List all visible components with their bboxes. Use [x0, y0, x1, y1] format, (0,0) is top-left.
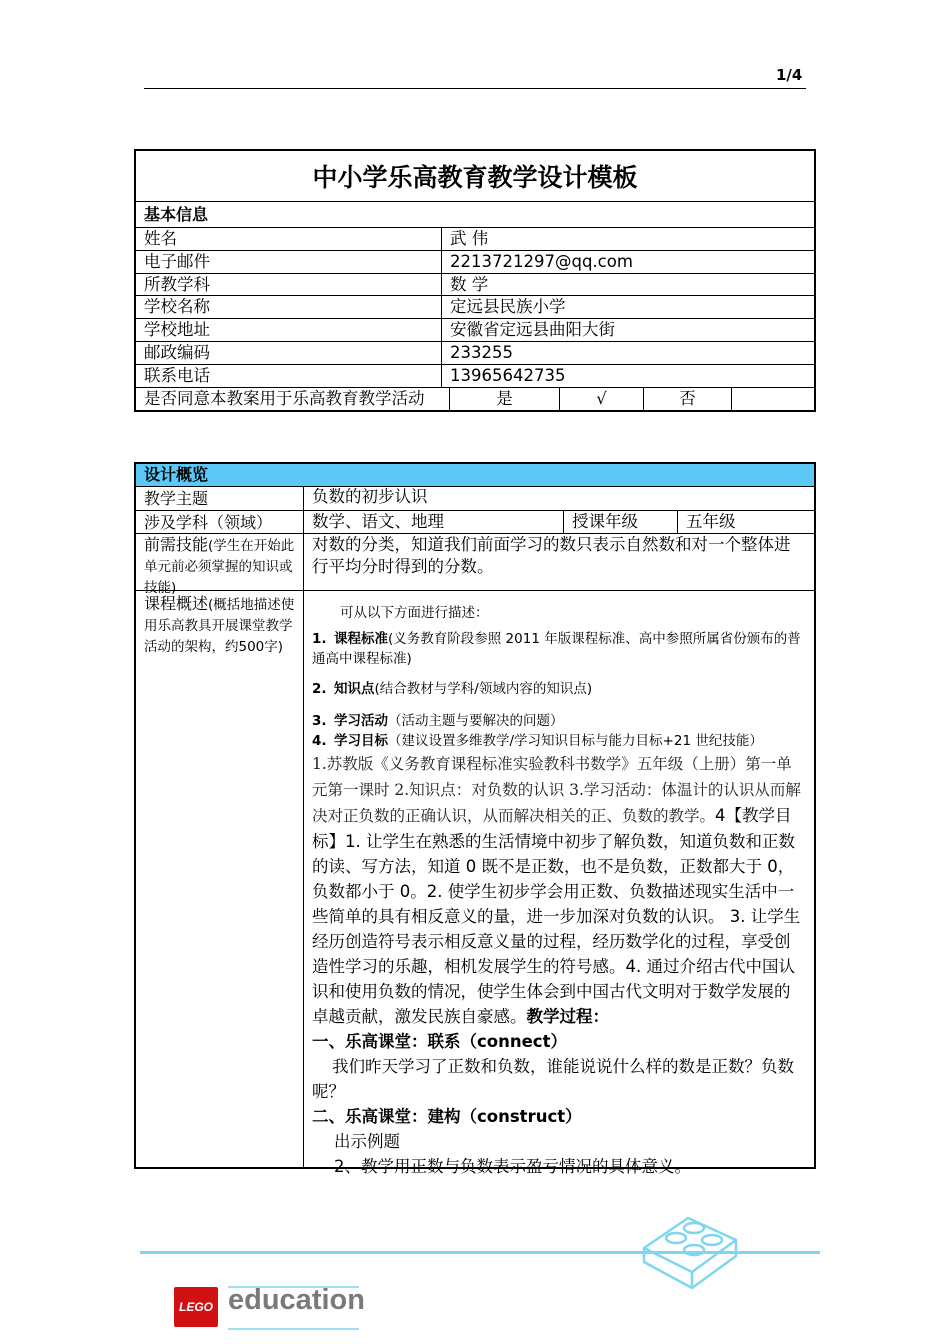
overview-label: 课程概述	[144, 594, 209, 613]
subject-row	[136, 511, 814, 534]
design-overview-table	[134, 462, 816, 1176]
item-title: 学习目标	[334, 733, 388, 749]
row-label: 所教学科	[136, 274, 442, 296]
prereq-label-note: (学生在开始此单元前必须掌握的知识或技能)	[144, 538, 295, 596]
topic-label: 教学主题	[136, 487, 304, 510]
consent-row	[136, 388, 814, 411]
table-row	[136, 228, 814, 251]
overview-content	[304, 591, 814, 1176]
header-rule	[144, 88, 806, 89]
basic-info-rows	[136, 228, 814, 410]
item-title: 知识点	[334, 681, 375, 697]
brand-rule-bottom	[228, 1328, 359, 1330]
row-value: 2213721297@qq.com	[450, 251, 633, 271]
row-label: 姓名	[136, 228, 442, 250]
item-desc: (结合教材与学科/领域内容的知识点)	[374, 681, 593, 697]
step-text-profit-loss: 2、教学用正数与负数表示盈亏情况的具体意义。	[334, 1157, 691, 1176]
table-row	[136, 274, 814, 297]
item-number: 2.	[312, 681, 327, 697]
consent-label: 是否同意本教案用于乐高教育教学活动	[136, 388, 450, 411]
step-text-example: 出示例题	[334, 1132, 400, 1151]
grade-value: 五年级	[686, 512, 736, 531]
item-number: 3.	[312, 713, 327, 729]
item-title: 课程标准	[334, 631, 388, 647]
table-row	[136, 319, 814, 342]
brand-education: education	[228, 1284, 365, 1316]
table-row	[136, 296, 814, 319]
overview-label-cell	[136, 591, 304, 1169]
step-heading-construct: 二、乐高课堂：建构（construct）	[312, 1107, 582, 1126]
row-label: 学校地址	[136, 319, 442, 341]
item-desc: （活动主题与要解决的问题）	[388, 713, 564, 729]
row-value: 武 伟	[450, 229, 489, 248]
basic-info-table	[134, 149, 816, 412]
row-label: 学校名称	[136, 296, 442, 318]
prereq-label: 前需技能	[144, 535, 209, 554]
overview-item	[312, 731, 806, 751]
row-value: 安徽省定远县曲阳大街	[450, 320, 615, 340]
item-desc: （建议设置多维教学/学习知识目标与能力目标+21 世纪技能）	[388, 733, 763, 749]
overview-item	[312, 629, 806, 669]
overview-label-note: (概括地描述使用乐高教具开展课堂教学活动的架构，约500字)	[144, 597, 295, 655]
row-value: 13965642735	[450, 365, 566, 385]
consent-yes-checkmark: √	[560, 388, 644, 411]
row-value: 233255	[450, 342, 513, 362]
overview-item	[312, 711, 806, 731]
overview-serif-text: 1.苏教版《义务教育课程标准实验教科书数学》五年级（上册）第一单元第一课时 2.知识点：对负数的认识 3.学习活动：体温计的认识从而解决对正负数的正确认识，从而解决相关的正、负数的教学。	[312, 755, 801, 825]
item-number: 1.	[312, 631, 327, 647]
topic-value: 负数的初步认识	[312, 487, 428, 506]
lego-brick-icon	[636, 1200, 746, 1290]
row-label: 电子邮件	[136, 251, 442, 273]
lego-logo: LEGO	[174, 1287, 218, 1327]
page-number: 1/4	[776, 66, 803, 84]
item-desc: (义务教育阶段参照 2011 年版课程标准、高中参照所属省份颁布的普通高中课程标准)	[312, 631, 801, 667]
consent-no-cell	[732, 388, 814, 411]
step-text-connect: 我们昨天学习了正数和负数，谁能说说什么样的数是正数？负数呢？	[312, 1057, 794, 1101]
row-label: 邮政编码	[136, 342, 442, 364]
grade-label: 授课年级	[564, 511, 678, 533]
overview-row	[136, 591, 814, 1176]
overview-intro: 可从以下方面进行描述：	[340, 605, 489, 621]
prereq-value: 对数的分类，知道我们前面学习的数只表示自然数和对一个整体进行平均分时得到的分数。	[312, 535, 791, 576]
subject-value: 数学、语文、地理	[304, 511, 564, 533]
document-title: 中小学乐高教育教学设计模板	[136, 151, 814, 202]
step-heading-connect: 一、乐高课堂：联系（connect）	[312, 1032, 567, 1051]
table-row	[136, 251, 814, 274]
consent-no-label: 否	[644, 388, 732, 411]
process-label: 教学过程：	[526, 1007, 609, 1026]
subject-label: 涉及学科（领域）	[136, 511, 304, 533]
section-heading-basic-info: 基本信息	[136, 202, 814, 228]
section-heading-design-overview: 设计概览	[136, 464, 814, 487]
overview-body	[312, 751, 806, 1029]
overview-item	[312, 679, 806, 699]
consent-yes-label: 是	[450, 388, 560, 411]
prereq-label-cell	[136, 534, 304, 596]
item-title: 学习活动	[334, 713, 388, 729]
overview-body-text: 4【教学目标】1. 让学生在熟悉的生活情境中初步了解负数，知道负数和正数的读、写方法，知道 0 既不是正数，也不是负数，正数都大于 0，负数都小于 0。2. 使学生初步学会用正数、负数描述现实生活中一些简单的具有相反意义的量，进一步加深对负数的认识。 3. 让学生经历创造符号表示相反意义量的过程，经历数学化的过程，享受创造性学习的乐趣，相机发展学生的符号感。4. 通过介绍古代中国认识和使用负数的情况，使学生体会到中国古代文明对于数学发展的卓越贡献，激发民族自豪感。	[312, 806, 801, 1026]
table-row	[136, 365, 814, 388]
prereq-row	[136, 534, 814, 596]
row-label: 联系电话	[136, 365, 442, 387]
row-value: 定远县民族小学	[450, 297, 566, 317]
table-row	[136, 342, 814, 365]
item-number: 4.	[312, 733, 327, 749]
topic-row	[136, 487, 814, 511]
row-value: 数 学	[450, 274, 489, 294]
